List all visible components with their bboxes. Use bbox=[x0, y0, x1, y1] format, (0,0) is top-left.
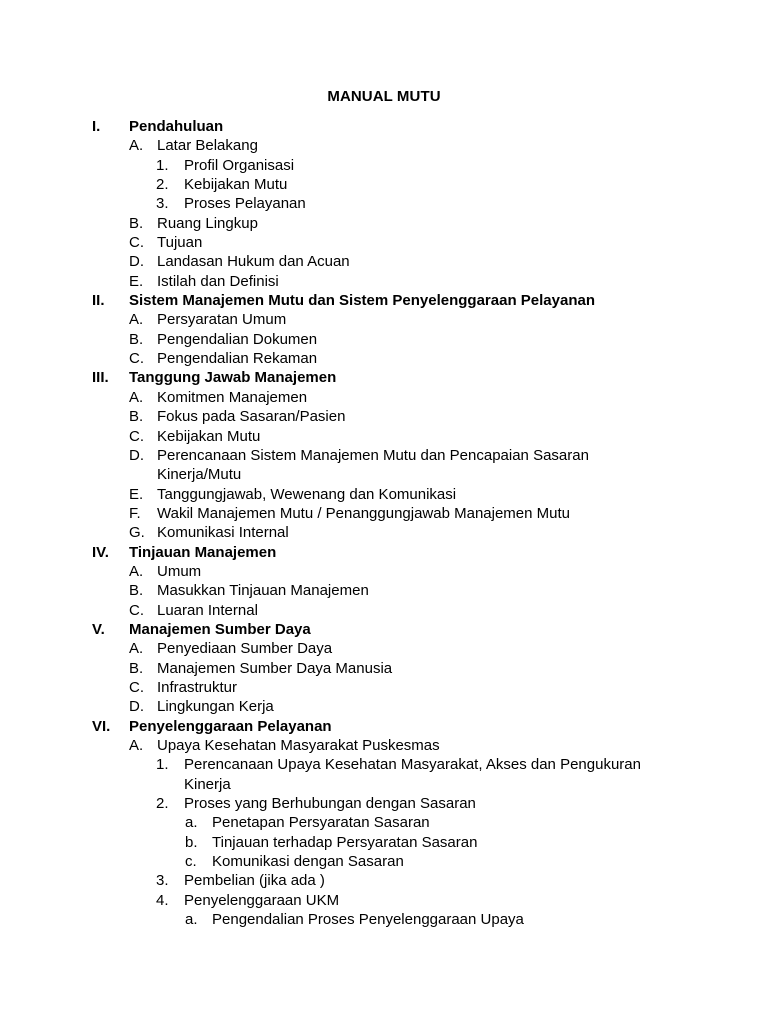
outline-marker: b. bbox=[185, 833, 198, 851]
outline-item bbox=[0, 233, 768, 252]
outline-item bbox=[0, 678, 768, 697]
section-heading bbox=[0, 620, 768, 639]
outline-text: Tinjauan Manajemen bbox=[129, 543, 277, 561]
outline-marker: A. bbox=[129, 311, 144, 329]
outline-item bbox=[0, 581, 768, 600]
outline-text: Persyaratan Umum bbox=[157, 311, 287, 329]
outline-item bbox=[0, 252, 768, 271]
outline-text: Tinjauan terhadap Persyaratan Sasaran bbox=[212, 833, 478, 851]
outline-marker: E. bbox=[129, 272, 144, 290]
outline-item bbox=[0, 272, 768, 291]
outline-marker: A. bbox=[129, 640, 144, 658]
outline-item bbox=[0, 755, 768, 774]
outline-text: Ruang Lingkup bbox=[157, 214, 258, 232]
outline-marker: D. bbox=[129, 698, 144, 716]
outline-item bbox=[0, 407, 768, 426]
outline-text: Masukkan Tinjauan Manajemen bbox=[157, 582, 369, 600]
outline-item bbox=[0, 330, 768, 349]
outline-text: Latar Belakang bbox=[157, 137, 258, 155]
outline-marker: 4. bbox=[156, 891, 169, 909]
outline-text: Tanggungjawab, Wewenang dan Komunikasi bbox=[157, 485, 457, 503]
outline-text: Penyelenggaraan Pelayanan bbox=[129, 717, 332, 735]
outline-item bbox=[0, 214, 768, 233]
outline-marker: VI. bbox=[92, 717, 111, 735]
outline-marker: 2. bbox=[156, 795, 169, 813]
outline-item bbox=[0, 446, 768, 465]
outline-text: Luaran Internal bbox=[157, 601, 258, 619]
outline-item bbox=[0, 833, 768, 852]
outline-item bbox=[0, 523, 768, 542]
outline-item bbox=[0, 659, 768, 678]
outline-marker: IV. bbox=[92, 543, 109, 561]
outline-text: Manajemen Sumber Daya Manusia bbox=[157, 659, 393, 677]
outline-text: Kebijakan Mutu bbox=[157, 427, 261, 445]
outline-marker: C. bbox=[129, 601, 144, 619]
outline-marker: A. bbox=[129, 737, 144, 754]
outline-marker: D. bbox=[129, 446, 144, 464]
outline-item bbox=[0, 388, 768, 407]
outline-item bbox=[0, 813, 768, 832]
outline-item bbox=[0, 775, 768, 794]
outline-text: Penetapan Persyaratan Sasaran bbox=[212, 814, 430, 832]
section-heading bbox=[0, 368, 768, 387]
outline-marker: C. bbox=[129, 678, 144, 696]
outline-marker: C. bbox=[129, 234, 144, 252]
outline-text: Tanggung Jawab Manajemen bbox=[129, 369, 337, 387]
outline-text: Landasan Hukum dan Acuan bbox=[157, 253, 350, 271]
outline-item bbox=[0, 697, 768, 716]
section-heading bbox=[0, 717, 768, 736]
outline-marker: 3. bbox=[156, 195, 169, 213]
section-heading bbox=[0, 117, 768, 136]
outline-text: Perencanaan Sistem Manajemen Mutu dan Pencapaian Sasaran bbox=[157, 446, 589, 464]
outline-marker: A. bbox=[129, 137, 144, 155]
outline-item bbox=[0, 891, 768, 910]
outline-item bbox=[0, 871, 768, 890]
outline-item bbox=[0, 852, 768, 871]
outline-text: Proses yang Berhubungan dengan Sasaran bbox=[184, 795, 476, 813]
outline-marker: B. bbox=[129, 582, 144, 600]
outline-text: Upaya Kesehatan Masyarakat Puskesmas bbox=[157, 737, 440, 754]
outline-marker: D. bbox=[129, 253, 144, 271]
outline-text: Umum bbox=[157, 562, 202, 580]
outline-marker: 2. bbox=[156, 176, 169, 194]
outline-marker: G. bbox=[129, 524, 145, 542]
outline-marker: 1. bbox=[156, 156, 169, 174]
outline-text: Komitmen Manajemen bbox=[157, 388, 308, 406]
outline-marker: A. bbox=[129, 388, 144, 406]
outline-text: Komunikasi dengan Sasaran bbox=[212, 853, 404, 871]
section-heading bbox=[0, 543, 768, 562]
outline-marker: E. bbox=[129, 485, 144, 503]
outline-item bbox=[0, 194, 768, 213]
section-heading bbox=[0, 291, 768, 310]
outline-marker: 1. bbox=[156, 756, 169, 774]
outline-text: Profil Organisasi bbox=[184, 156, 295, 174]
outline-marker: I. bbox=[92, 118, 101, 135]
outline-marker: 3. bbox=[156, 872, 169, 890]
outline-item bbox=[0, 504, 768, 523]
outline-item bbox=[0, 136, 768, 155]
outline-text: Kinerja bbox=[184, 775, 231, 793]
outline-text: Pengendalian Proses Penyelenggaraan Upaya bbox=[212, 911, 524, 929]
outline-marker: A. bbox=[129, 562, 144, 580]
outline-text: Manajemen Sumber Daya bbox=[129, 620, 311, 638]
outline-item bbox=[0, 910, 768, 929]
outline-marker: C. bbox=[129, 427, 144, 445]
outline-item bbox=[0, 601, 768, 620]
outline-item bbox=[0, 349, 768, 368]
outline-marker: III. bbox=[92, 369, 109, 387]
outline-item bbox=[0, 427, 768, 446]
outline-text: Istilah dan Definisi bbox=[157, 272, 279, 290]
outline-text: Kebijakan Mutu bbox=[184, 176, 288, 194]
outline-text: Proses Pelayanan bbox=[184, 195, 306, 213]
outline-item bbox=[0, 562, 768, 581]
outline-text: Lingkungan Kerja bbox=[157, 698, 274, 716]
outline-marker: F. bbox=[129, 504, 141, 522]
outline-marker: a. bbox=[185, 814, 198, 832]
outline-item bbox=[0, 156, 768, 175]
outline-text: Pengendalian Rekaman bbox=[157, 350, 318, 368]
outline-text: Pembelian (jika ada ) bbox=[184, 872, 325, 890]
outline-text: Wakil Manajemen Mutu / Penanggungjawab Manajemen Mutu bbox=[157, 504, 571, 522]
table-of-contents bbox=[0, 117, 768, 929]
outline-text: Fokus pada Sasaran/Pasien bbox=[157, 408, 346, 426]
outline-marker: B. bbox=[129, 408, 144, 426]
outline-text: Pendahuluan bbox=[129, 118, 224, 135]
outline-marker: a. bbox=[185, 911, 198, 929]
outline-text: Komunikasi Internal bbox=[157, 524, 289, 542]
outline-text: Penyelenggaraan UKM bbox=[184, 891, 340, 909]
outline-marker: c. bbox=[185, 853, 197, 871]
outline-marker: B. bbox=[129, 214, 144, 232]
outline-text: Perencanaan Upaya Kesehatan Masyarakat, Akses dan Pengukuran bbox=[184, 756, 641, 774]
outline-text: Kinerja/Mutu bbox=[157, 466, 242, 484]
outline-item bbox=[0, 485, 768, 504]
outline-item bbox=[0, 465, 768, 484]
outline-item bbox=[0, 736, 768, 755]
outline-item bbox=[0, 310, 768, 329]
outline-text: Pengendalian Dokumen bbox=[157, 330, 318, 348]
outline-marker: B. bbox=[129, 330, 144, 348]
outline-text: Tujuan bbox=[157, 234, 203, 252]
outline-item bbox=[0, 794, 768, 813]
outline-marker: B. bbox=[129, 659, 144, 677]
outline-text: Penyediaan Sumber Daya bbox=[157, 640, 333, 658]
outline-item bbox=[0, 639, 768, 658]
outline-marker: V. bbox=[92, 620, 105, 638]
outline-marker: II. bbox=[92, 292, 105, 310]
outline-marker: C. bbox=[129, 350, 144, 368]
outline-item bbox=[0, 175, 768, 194]
outline-text: Sistem Manajemen Mutu dan Sistem Penyelenggaraan Pelayanan bbox=[129, 292, 595, 310]
document-title: MANUAL MUTU bbox=[327, 88, 441, 105]
outline-text: Infrastruktur bbox=[157, 678, 238, 696]
